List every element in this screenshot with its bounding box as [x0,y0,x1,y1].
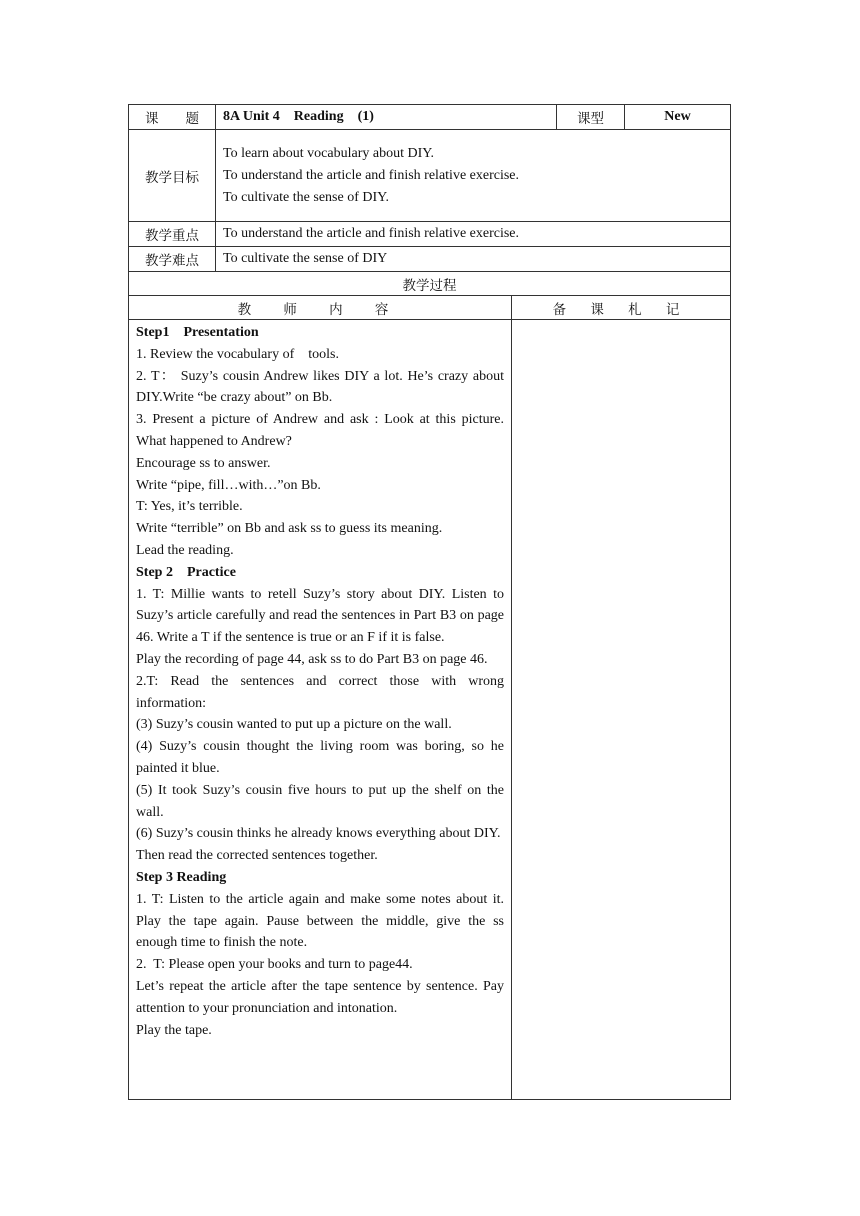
difficulties-row [129,247,731,272]
topic-value: 8A Unit 4 Reading (1) [216,105,557,130]
process-paragraph: 2.T: Read the sentences and correct those with wrong information: [136,673,504,711]
teacher-content-cell [129,320,512,1100]
process-paragraph: (3) Suzy’s cousin wanted to put up a picture on the wall. [136,717,452,733]
teacher-content-header: 教 师 内 容 [129,296,512,320]
process-paragraph: Encourage ss to answer. [136,455,271,471]
key-points-row [129,222,731,247]
process-paragraph: (6) Suzy’s cousin thinks he already knows everything about DIY. [136,826,501,842]
key-points-value: To understand the article and finish relative exercise. [216,222,731,247]
process-body-row [129,320,731,1100]
process-header-row [129,296,731,320]
process-paragraph: 3. Present a picture of Andrew and ask : Look at this picture. What happened to Andrew? [136,412,504,449]
objectives-cell [216,130,731,222]
process-paragraph: Write “pipe, fill…with…”on Bb. [136,477,321,493]
lesson-plan-sheet [128,104,730,1100]
process-paragraph: Play the recording of page 44, ask ss to do Part B3 on page 46. [136,651,488,667]
lesson-type-value: New [625,105,731,130]
process-paragraph: (5) It took Suzy’s cousin five hours to put up the shelf on the wall. [136,782,504,820]
objective-line: To understand the article and finish relative exercise. [223,167,520,183]
process-title: 教学过程 [129,272,731,296]
process-paragraph: 2. T: Please open your books and turn to page44. [136,957,413,973]
objective-line: To learn about vocabulary about DIY. [223,145,435,161]
process-paragraph: Then read the corrected sentences together. [136,848,378,864]
key-points-label: 教学重点 [129,222,216,247]
lesson-type-label: 课型 [557,105,625,130]
difficulties-value: To cultivate the sense of DIY [216,247,731,272]
process-paragraph: Write “terrible” on Bb and ask ss to guess its meaning. [136,521,443,537]
process-paragraph: 2. T： Suzy’s cousin Andrew likes DIY a lot. He’s crazy about DIY.Write “be crazy about” on Bb. [136,368,504,406]
objectives-row [129,130,731,222]
process-paragraph: (4) Suzy’s cousin thought the living room was boring, so he painted it blue. [136,739,504,776]
step-heading: Step 2 Practice [136,564,236,580]
difficulties-label: 教学难点 [129,247,216,272]
topic-row [129,105,731,130]
topic-label: 课 题 [129,105,216,130]
lesson-notes-header: 备 课 札 记 [512,296,731,320]
step-heading: Step 3 Reading [136,869,227,885]
process-paragraph: 1. T: Listen to the article again and make some notes about it. Play the tape again. Pause between the middle, give the ss enough time to finish the note. [136,891,504,951]
process-paragraph: Play the tape. [136,1022,212,1038]
lesson-notes-cell [512,320,731,1100]
process-paragraph: Lead the reading. [136,542,234,558]
process-title-row [129,272,731,296]
process-paragraph: Let’s repeat the article after the tape sentence by sentence. Pay attention to your pronunciation and intonation. [136,978,504,1016]
objectives-label: 教学目标 [129,130,216,222]
process-paragraph: 1. Review the vocabulary of tools. [136,346,339,362]
objective-line: To cultivate the sense of DIY. [223,189,389,205]
lesson-plan-table [128,104,731,1100]
process-paragraph: T: Yes, it’s terrible. [136,499,243,515]
step-heading: Step1 Presentation [136,325,259,340]
process-paragraph: 1. T: Millie wants to retell Suzy’s story about DIY. Listen to Suzy’s article carefully and read the sentences in Part B3 on page 46. Write a T if the sentence is true or an F if it is false. [136,586,504,646]
